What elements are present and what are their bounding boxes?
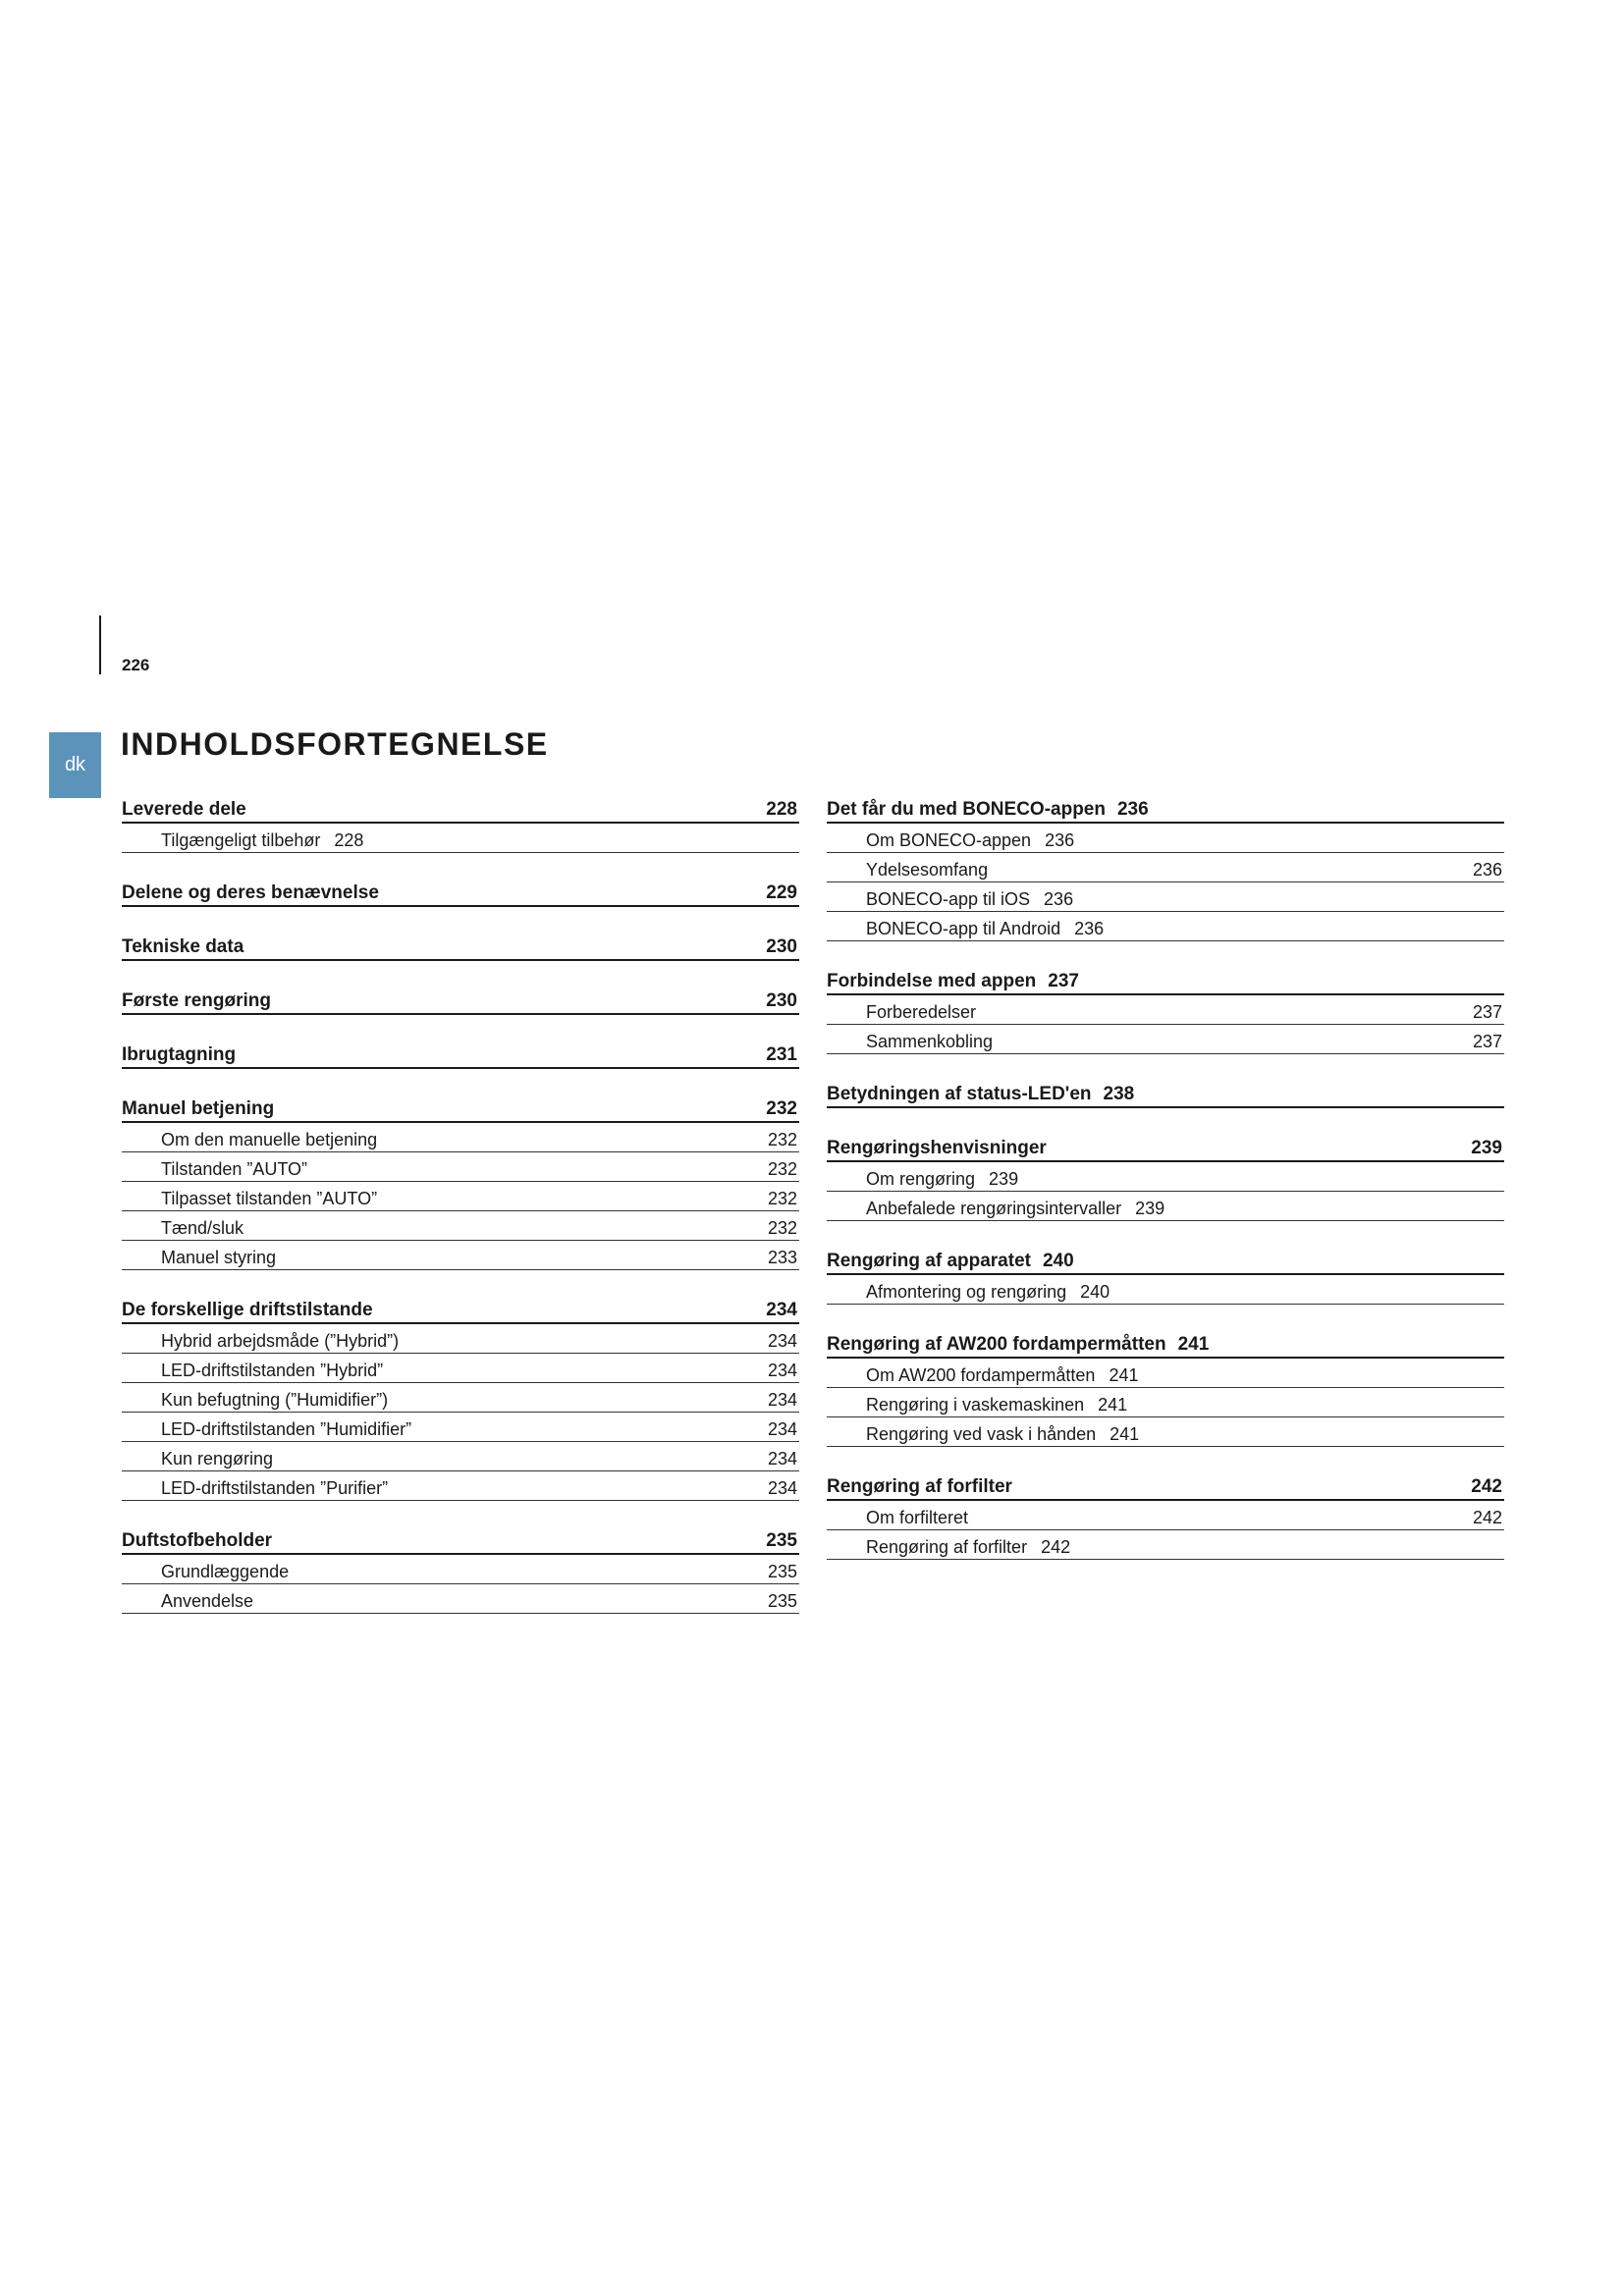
section-title: Første rengøring	[122, 990, 272, 1011]
entry-title: Forberedelser	[866, 1002, 977, 1022]
toc-section-heading[interactable]	[122, 1089, 799, 1123]
toc-entry[interactable]	[827, 1388, 1504, 1417]
toc-section-heading[interactable]	[827, 1467, 1504, 1501]
page-title: INDHOLDSFORTEGNELSE	[121, 726, 549, 762]
section-title: Leverede dele	[122, 799, 246, 820]
toc-section	[827, 1324, 1504, 1447]
entry-title: Manuel styring	[161, 1248, 277, 1267]
toc-entry[interactable]	[827, 995, 1504, 1025]
entry-title: Kun rengøring	[161, 1449, 274, 1468]
entry-page-number: 232	[767, 1189, 797, 1208]
entry-page-number: 241	[1098, 1395, 1128, 1415]
entry-page-number: 236	[1045, 830, 1075, 850]
entry-title: Hybrid arbejdsmåde (”Hybrid”)	[161, 1331, 400, 1351]
entry-page-number: 234	[767, 1361, 797, 1380]
toc-section	[827, 1241, 1504, 1305]
toc-entry[interactable]	[827, 1025, 1504, 1054]
toc-entry[interactable]	[827, 1162, 1504, 1192]
toc-entry[interactable]	[122, 1324, 799, 1354]
entry-page-number: 232	[767, 1218, 797, 1238]
toc-entry[interactable]	[122, 1383, 799, 1413]
toc-entry[interactable]	[122, 1123, 799, 1152]
entry-title: Anbefalede rengøringsintervaller	[866, 1199, 1122, 1218]
entry-page-number: 234	[767, 1419, 797, 1439]
entry-page-number: 234	[767, 1478, 797, 1498]
section-title: Duftstofbeholder	[122, 1530, 273, 1551]
entry-page-number: 234	[767, 1331, 797, 1351]
section-title: Manuel betjening	[122, 1098, 275, 1119]
entry-title: Om den manuelle betjening	[161, 1130, 378, 1149]
toc-section-heading[interactable]	[122, 1035, 799, 1069]
toc-entry[interactable]	[827, 1275, 1504, 1305]
margin-rule	[99, 615, 101, 674]
entry-page-number: 232	[767, 1159, 797, 1179]
section-title: Forbindelse med appen	[827, 971, 1037, 991]
entry-title: LED-driftstilstanden ”Humidifier”	[161, 1419, 412, 1439]
section-page-number: 230	[766, 936, 797, 957]
entry-page-number: 234	[767, 1449, 797, 1468]
entry-title: Grundlæggende	[161, 1562, 290, 1581]
entry-title: Tilpasset tilstanden ”AUTO”	[161, 1189, 378, 1208]
entry-page-number: 236	[1074, 919, 1105, 938]
toc-section	[122, 1035, 799, 1069]
entry-page-number: 239	[989, 1169, 1019, 1189]
toc-section	[827, 789, 1504, 941]
section-page-number: 239	[1471, 1138, 1502, 1158]
section-title: Rengøringshenvisninger	[827, 1138, 1047, 1158]
entry-title: Anvendelse	[161, 1591, 254, 1611]
toc-section	[122, 789, 799, 853]
toc-section	[122, 927, 799, 961]
section-page-number: 237	[1048, 971, 1079, 991]
section-title: Ibrugtagning	[122, 1044, 237, 1065]
entry-page-number: 235	[767, 1591, 797, 1611]
entry-page-number: 240	[1080, 1282, 1110, 1302]
toc-entry[interactable]	[122, 1584, 799, 1614]
toc-section-heading[interactable]	[827, 789, 1504, 824]
section-page-number: 230	[766, 990, 797, 1011]
entry-page-number: 232	[767, 1130, 797, 1149]
entry-title: BONECO-app til iOS	[866, 889, 1031, 909]
entry-page-number: 241	[1109, 1365, 1139, 1385]
toc-section	[122, 873, 799, 907]
toc-right-column	[827, 789, 1504, 1579]
section-page-number: 235	[766, 1530, 797, 1551]
toc-entry[interactable]	[122, 1555, 799, 1584]
section-page-number: 241	[1177, 1334, 1210, 1355]
toc-entry[interactable]	[827, 824, 1504, 853]
toc-entry[interactable]	[827, 912, 1504, 941]
section-page-number: 231	[766, 1044, 797, 1065]
section-page-number: 228	[766, 799, 797, 820]
toc-section	[122, 1521, 799, 1614]
section-page-number: 234	[766, 1300, 797, 1320]
section-title: Rengøring af AW200 fordampermåtten	[827, 1334, 1166, 1355]
entry-title: BONECO-app til Android	[866, 919, 1061, 938]
section-page-number: 240	[1042, 1251, 1074, 1271]
toc-section-heading[interactable]	[827, 1128, 1504, 1162]
entry-title: Om BONECO-appen	[866, 830, 1032, 850]
toc-section-heading[interactable]	[827, 961, 1504, 995]
section-page-number: 238	[1103, 1084, 1135, 1104]
entry-title: Tilstanden ”AUTO”	[161, 1159, 308, 1179]
entry-title: Om rengøring	[866, 1169, 976, 1189]
toc-section-heading[interactable]	[122, 981, 799, 1015]
toc-entry[interactable]	[827, 1501, 1504, 1530]
section-title: Delene og deres benævnelse	[122, 882, 379, 903]
entry-page-number: 228	[334, 830, 364, 850]
entry-page-number: 237	[1472, 1032, 1502, 1051]
section-title: Det får du med BONECO-appen	[827, 799, 1106, 820]
language-tab: dk	[49, 732, 101, 798]
toc-section	[122, 1089, 799, 1270]
toc-entry[interactable]	[122, 1182, 799, 1211]
toc-entry[interactable]	[122, 1471, 799, 1501]
toc-entry[interactable]	[827, 1530, 1504, 1560]
entry-title: Om forfilteret	[866, 1508, 969, 1527]
toc-entry[interactable]	[122, 1152, 799, 1182]
toc-entry[interactable]	[827, 1192, 1504, 1221]
toc-entry[interactable]	[122, 1211, 799, 1241]
entry-title: Ydelsesomfang	[866, 860, 989, 880]
toc-section-heading[interactable]	[827, 1074, 1504, 1108]
page-number: 226	[122, 656, 150, 674]
toc-entry[interactable]	[827, 1359, 1504, 1388]
entry-page-number: 241	[1110, 1424, 1140, 1444]
entry-title: Om AW200 fordampermåtten	[866, 1365, 1096, 1385]
section-page-number: 236	[1116, 799, 1149, 820]
toc-section	[827, 961, 1504, 1054]
entry-title: Tænd/sluk	[161, 1218, 244, 1238]
toc-entry[interactable]	[827, 1417, 1504, 1447]
toc-section-heading[interactable]	[827, 1241, 1504, 1275]
toc-entry[interactable]	[827, 853, 1504, 882]
toc-entry[interactable]	[122, 1241, 799, 1270]
toc-entry[interactable]	[122, 1413, 799, 1442]
entry-title: Rengøring i vaskemaskinen	[866, 1395, 1085, 1415]
entry-title: Rengøring ved vask i hånden	[866, 1424, 1097, 1444]
entry-page-number: 233	[767, 1248, 797, 1267]
toc-entry[interactable]	[122, 824, 799, 853]
entry-title: Kun befugtning (”Humidifier”)	[161, 1390, 389, 1410]
entry-title: Rengøring af forfilter	[866, 1537, 1028, 1557]
section-page-number: 229	[766, 882, 797, 903]
entry-title: Afmontering og rengøring	[866, 1282, 1067, 1302]
section-title: Rengøring af forfilter	[827, 1476, 1012, 1497]
toc-section-heading[interactable]	[122, 873, 799, 907]
toc-section-heading[interactable]	[122, 789, 799, 824]
toc-section-heading[interactable]	[122, 927, 799, 961]
toc-section	[122, 1290, 799, 1501]
toc-section-heading[interactable]	[827, 1324, 1504, 1359]
entry-page-number: 236	[1472, 860, 1502, 880]
section-title: Tekniske data	[122, 936, 244, 957]
entry-page-number: 242	[1041, 1537, 1071, 1557]
entry-page-number: 242	[1472, 1508, 1502, 1527]
toc-left-column	[122, 789, 799, 1633]
entry-title: LED-driftstilstanden ”Hybrid”	[161, 1361, 384, 1380]
entry-title: Tilgængeligt tilbehør	[161, 830, 321, 850]
toc-section-heading[interactable]	[122, 1521, 799, 1555]
entry-page-number: 234	[767, 1390, 797, 1410]
section-page-number: 242	[1471, 1476, 1502, 1497]
entry-title: LED-driftstilstanden ”Purifier”	[161, 1478, 389, 1498]
toc-section	[122, 981, 799, 1015]
toc-section	[827, 1128, 1504, 1221]
toc-section	[827, 1074, 1504, 1108]
entry-title: Sammenkobling	[866, 1032, 994, 1051]
toc-section	[827, 1467, 1504, 1560]
entry-page-number: 239	[1135, 1199, 1165, 1218]
toc-entry[interactable]	[122, 1354, 799, 1383]
entry-page-number: 235	[767, 1562, 797, 1581]
entry-page-number: 237	[1472, 1002, 1502, 1022]
toc-entry[interactable]	[122, 1442, 799, 1471]
section-title: Rengøring af apparatet	[827, 1251, 1031, 1271]
toc-entry[interactable]	[827, 882, 1504, 912]
section-title: Betydningen af status-LED'en	[827, 1084, 1092, 1104]
section-title: De forskellige driftstilstande	[122, 1300, 373, 1320]
toc-section-heading[interactable]	[122, 1290, 799, 1324]
entry-page-number: 236	[1044, 889, 1074, 909]
section-page-number: 232	[766, 1098, 797, 1119]
